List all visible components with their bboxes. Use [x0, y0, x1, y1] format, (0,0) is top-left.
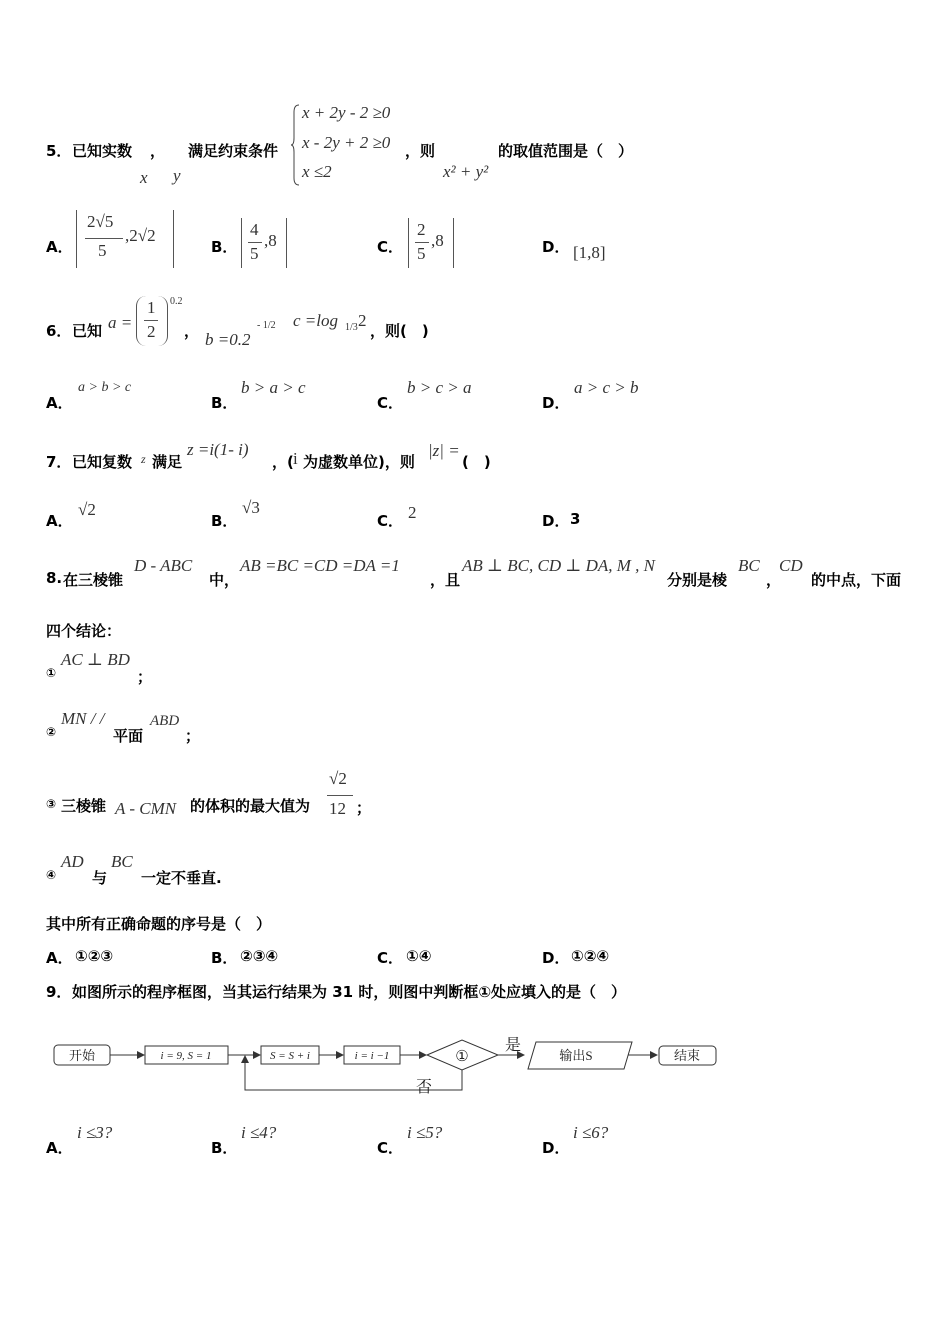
q8-equation-2: AB ⊥ BC, CD ⊥ DA, M , N: [462, 556, 655, 575]
fraction-bar: [85, 238, 123, 239]
q5-comma: ，: [150, 142, 166, 160]
q6-option-a-label[interactable]: A．: [46, 394, 73, 412]
q8-s4-bc: BC: [111, 852, 133, 871]
q8-s4-text-1: 与: [92, 869, 108, 887]
q9-text: 如图所示的程序框图，当其运行结果为 31 时，则图中判断框①处应填入的是（ ）: [72, 983, 627, 1001]
fraction-bar: [327, 795, 353, 796]
q6-b-exp: - 1/2: [257, 320, 276, 331]
q7-var-z: z: [141, 452, 146, 466]
q8-s2-text: 平面: [113, 727, 144, 745]
q7-option-d-label[interactable]: D．: [542, 512, 570, 530]
q6-c-expr: c =log: [293, 311, 338, 330]
q6-option-b-value[interactable]: b > a > c: [241, 378, 306, 397]
q5-option-a-label[interactable]: A．: [46, 238, 73, 256]
q8-text-1: 在三棱锥: [63, 571, 124, 589]
q7-option-c-label[interactable]: C．: [377, 512, 404, 530]
q8-option-b-label[interactable]: B．: [211, 949, 238, 967]
q5-option-c-den: 5: [417, 244, 426, 263]
q8-s2-end: ；: [185, 727, 201, 745]
q5-option-b-den: 5: [250, 244, 259, 263]
q5-option-a-interval[interactable]: [76, 210, 174, 268]
q5-option-b-interval[interactable]: [241, 218, 287, 268]
q8-s3-expr: A - CMN: [115, 799, 177, 818]
q6-c-arg: 2: [358, 311, 367, 330]
q8-option-d-label[interactable]: D．: [542, 949, 570, 967]
flow-dec-text: i = i −1: [354, 1050, 390, 1062]
q6-option-c-label[interactable]: C．: [377, 394, 404, 412]
q8-text-4: 分别是棱: [667, 571, 728, 589]
q5-option-c-interval[interactable]: [408, 218, 454, 268]
q8-ask: 其中所有正确命题的序号是（ ）: [46, 915, 272, 933]
q8-option-a-value[interactable]: ①②③: [75, 947, 114, 965]
q5-option-b-label[interactable]: B．: [211, 238, 238, 256]
q8-s3-end: ；: [356, 799, 372, 817]
q7-equation: z =i(1- i): [187, 440, 249, 459]
q6-option-b-label[interactable]: B．: [211, 394, 238, 412]
q8-s3-text-2: 的体积的最大值为: [190, 797, 311, 815]
flow-yes-text: 是: [504, 1037, 522, 1054]
q5-constraint-1: x + 2y - 2 ≥0: [302, 103, 391, 122]
q5-option-a-num: 2√5: [87, 212, 114, 231]
q8-s4-text-2: 一定不垂直.: [141, 869, 222, 887]
q9-option-c-value[interactable]: i ≤5?: [407, 1123, 443, 1142]
q6-a-den: 2: [147, 322, 156, 341]
q8-s2-mark: ②: [46, 725, 57, 739]
flow-end-text: 结束: [673, 1048, 701, 1063]
q6-option-d-value[interactable]: a > c > b: [574, 378, 639, 397]
q8-s2-plane: ABD: [150, 713, 180, 729]
q7-text-4: 为虚数单位)，则: [303, 453, 415, 471]
fraction-bar: [415, 242, 429, 243]
q7-number: 7．: [46, 453, 72, 471]
q7-option-d-value[interactable]: 3: [570, 510, 581, 528]
q6-option-d-label[interactable]: D．: [542, 394, 570, 412]
flow-start-text: 开始: [68, 1048, 96, 1063]
q8-s3-den: 12: [329, 799, 346, 818]
q5-text-2: 满足约束条件: [188, 142, 279, 160]
q6-text-2: ，则( ): [370, 322, 429, 340]
q8-s1-mark: ①: [46, 666, 57, 680]
q9-option-a-value[interactable]: i ≤3?: [77, 1123, 113, 1142]
q6-a-exp: 0.2: [170, 296, 183, 307]
q5-option-c-label[interactable]: C．: [377, 238, 404, 256]
q8-s1-end: ；: [137, 668, 153, 686]
q7-option-b-value[interactable]: √3: [242, 498, 260, 517]
q7-option-a-label[interactable]: A．: [46, 512, 73, 530]
q5-constraint-3: x ≤2: [302, 162, 332, 181]
q5-option-b-rest: ,8: [264, 231, 277, 250]
q5-var-y: y: [173, 166, 181, 185]
q7-option-b-label[interactable]: B．: [211, 512, 238, 530]
q8-edge-bc: BC: [738, 556, 760, 575]
q9-option-d-value[interactable]: i ≤6?: [573, 1123, 609, 1142]
flow-decision-text: ①: [455, 1049, 469, 1065]
q5-option-a-den: 5: [98, 241, 107, 260]
q5-option-c-rest: ,8: [431, 231, 444, 250]
q5-brace: [291, 104, 301, 186]
q8-option-b-value[interactable]: ②③④: [240, 947, 279, 965]
q8-s1-expr: AC ⊥ BD: [61, 650, 130, 669]
q9-option-a-label[interactable]: A．: [46, 1139, 73, 1157]
q7-abs: |z| =: [428, 441, 460, 460]
q8-option-c-label[interactable]: C．: [377, 949, 404, 967]
q5-option-d-label[interactable]: D．: [542, 238, 570, 256]
q8-text-2: 中，: [209, 571, 240, 589]
q8-s3-text-1: 三棱锥: [61, 797, 107, 815]
flow-init-text: i = 9, S = 1: [160, 1050, 212, 1062]
q5-number: 5．: [46, 142, 72, 160]
q8-s2-expr: MN / /: [61, 709, 105, 728]
q8-option-a-label[interactable]: A．: [46, 949, 73, 967]
q5-option-a-rest: ,2√2: [125, 226, 156, 245]
flow-sum-text: S = S + i: [270, 1050, 310, 1062]
q6-a-lhs: a =: [108, 313, 133, 332]
q8-text-5: ，: [766, 571, 782, 589]
q9-option-c-label[interactable]: C．: [377, 1139, 404, 1157]
q8-text-3: ，且: [430, 571, 461, 589]
q6-option-c-value[interactable]: b > c > a: [407, 378, 472, 397]
q6-c-base: 1/3: [345, 322, 358, 333]
q6-b-expr: b =0.2: [205, 330, 251, 349]
q8-text-6: 的中点，下面: [811, 571, 902, 589]
q8-pyramid: D - ABC: [134, 556, 193, 575]
q6-a-num: 1: [147, 298, 156, 317]
q9-option-b-value[interactable]: i ≤4?: [241, 1123, 277, 1142]
fraction-bar: [144, 320, 158, 321]
q5-constraint-2: x - 2y + 2 ≥0: [302, 133, 391, 152]
q5-option-b-num: 4: [250, 220, 259, 239]
q8-option-d-value[interactable]: ①②④: [571, 947, 610, 965]
q7-text-3: ，(: [272, 453, 294, 471]
q8-s3-mark: ③: [46, 797, 57, 811]
q6-text-1: 已知: [72, 322, 103, 340]
q5-text-1: 已知实数: [72, 142, 133, 160]
q8-s3-num: √2: [329, 769, 347, 788]
q5-var-x: x: [140, 168, 148, 187]
q9-flowchart: [40, 1030, 730, 1100]
q6-a-paren: [136, 296, 168, 346]
q8-text-7: 四个结论：: [46, 622, 122, 640]
q7-text-1: 已知复数: [72, 453, 133, 471]
q7-text-5: ( ): [462, 453, 491, 471]
q5-expression: x² + y²: [443, 162, 489, 181]
q8-equation-1: AB =BC =CD =DA =1: [240, 556, 400, 575]
q7-option-c-value[interactable]: 2: [408, 503, 417, 522]
fraction-bar: [248, 242, 262, 243]
q7-var-i: i: [293, 449, 298, 468]
q8-option-c-value[interactable]: ①④: [406, 947, 432, 965]
q5-option-d-value[interactable]: [1,8]: [573, 243, 606, 262]
q7-text-2: 满足: [152, 453, 183, 471]
q6-comma: ，: [184, 322, 200, 340]
q8-number: 8.: [46, 569, 63, 587]
q5-text-3: ，则: [405, 142, 436, 160]
q9-option-b-label[interactable]: B．: [211, 1139, 238, 1157]
q5-text-4: 的取值范围是（ ）: [498, 142, 634, 160]
q5-option-c-num: 2: [417, 220, 426, 239]
flow-output-text: 输出S: [559, 1048, 593, 1063]
q8-edge-cd: CD: [779, 556, 803, 575]
q8-s4-ad: AD: [61, 852, 84, 871]
q9-number: 9．: [46, 983, 72, 1001]
q7-option-a-value[interactable]: √2: [78, 500, 96, 519]
q9-option-d-label[interactable]: D．: [542, 1139, 570, 1157]
flow-no-text: 否: [415, 1079, 433, 1096]
q6-number: 6．: [46, 322, 72, 340]
q6-option-a-value[interactable]: a > b > c: [78, 380, 132, 395]
q8-s4-mark: ④: [46, 868, 57, 882]
